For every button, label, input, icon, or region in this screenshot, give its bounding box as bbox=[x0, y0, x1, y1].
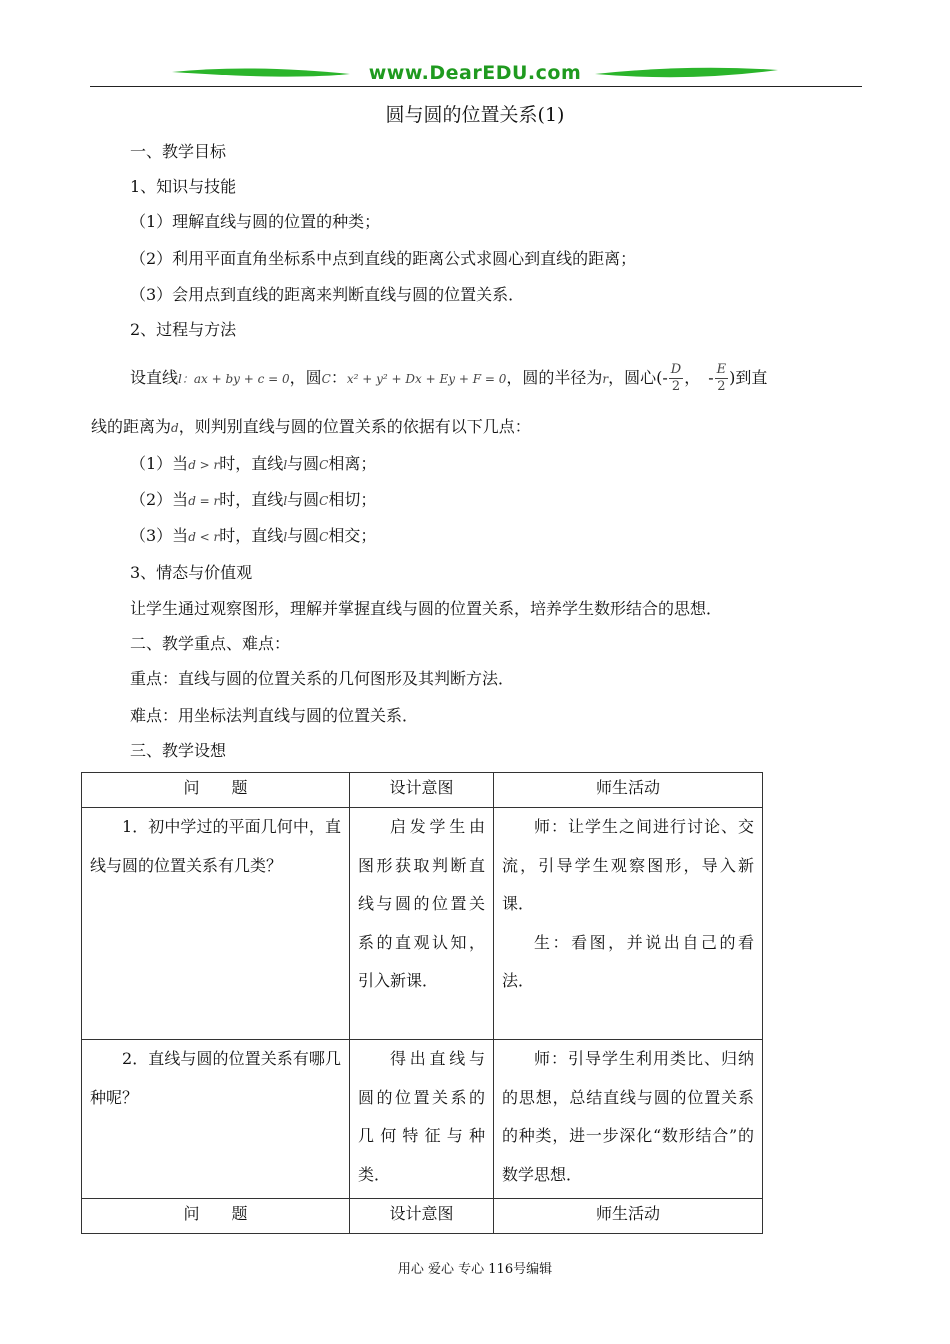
cell-text: 师：让学生之间进行讨论、交流，引导学生观察图形，导入新课． bbox=[502, 817, 754, 913]
cell-text: 2．直线与圆的位置关系有哪几种呢？ bbox=[90, 1049, 341, 1107]
text: (- bbox=[656, 368, 668, 387]
table-row bbox=[82, 1040, 763, 1199]
cell-question bbox=[82, 808, 350, 1040]
section-key-points: 二、教学重点、难点： bbox=[130, 634, 291, 653]
math-l: l bbox=[283, 530, 288, 544]
text: （2）当 bbox=[130, 490, 189, 509]
math-condition: d > r bbox=[188, 458, 220, 472]
formula-paragraph bbox=[130, 358, 767, 399]
knowledge-item-2: （2）利用平面直角坐标系中点到直线的距离公式求圆心到直线的距离； bbox=[130, 249, 637, 268]
subsection-knowledge: 1、知识与技能 bbox=[130, 177, 237, 196]
math-l: l bbox=[178, 372, 182, 386]
text: 与圆 bbox=[287, 526, 320, 545]
text: 相交； bbox=[328, 526, 377, 545]
text: 时，直线 bbox=[219, 526, 284, 545]
math-C: C bbox=[319, 530, 329, 544]
text: 线的距离为 bbox=[91, 417, 172, 436]
formula-paragraph-cont bbox=[91, 416, 531, 439]
subsection-values: 3、情态与价值观 bbox=[130, 563, 253, 582]
fraction-denominator: 2 bbox=[671, 379, 681, 394]
cell-text: 启发学生由图形获取判断直线与圆的位置关系的直观认知，引入新课． bbox=[358, 817, 485, 990]
header-activity: 师生活动 bbox=[494, 1199, 763, 1234]
values-text: 让学生通过观察图形，理解并掌握直线与圆的位置关系，培养学生数形结合的思想． bbox=[130, 599, 723, 618]
text: ， - bbox=[684, 368, 714, 387]
math-C: C bbox=[319, 494, 329, 508]
math-l: l bbox=[283, 494, 288, 508]
math-r: r bbox=[602, 372, 609, 386]
fraction-numerator: D bbox=[670, 362, 682, 377]
text: 相离； bbox=[328, 454, 377, 473]
text: ： bbox=[330, 368, 347, 387]
header-rule bbox=[90, 86, 862, 87]
math-d: d bbox=[171, 421, 179, 435]
key-point: 重点：直线与圆的位置关系的几何图形及其判断方法． bbox=[130, 669, 515, 688]
cell-intent bbox=[350, 1040, 494, 1199]
text: ，圆的半径为 bbox=[506, 368, 603, 387]
cell-text: 师：引导学生利用类比、归纳的思想，总结直线与圆的位置关系的种类，进一步深化“数形结合”的数学思想． bbox=[502, 1049, 754, 1184]
cell-question bbox=[82, 1040, 350, 1199]
table-header-row-repeat bbox=[82, 1199, 763, 1234]
text: ，则判别直线与圆的位置关系的依据有以下几点： bbox=[178, 417, 531, 436]
fraction-E-over-2 bbox=[715, 362, 729, 395]
math-circle-equation: x² + y² + Dx + Ey + F = 0 bbox=[346, 372, 507, 386]
knowledge-item-1: （1）理解直线与圆的位置的种类； bbox=[130, 212, 381, 231]
math-line-equation: ：ax + by + c = 0 bbox=[181, 372, 290, 386]
condition-2 bbox=[130, 489, 376, 512]
cell-intent bbox=[350, 808, 494, 1040]
condition-1 bbox=[130, 453, 376, 476]
math-C: C bbox=[319, 458, 329, 472]
header-intent: 设计意图 bbox=[350, 1199, 494, 1234]
page-footer: 用心 爱心 专心 116号编辑 bbox=[397, 1262, 553, 1277]
section-objectives: 一、教学目标 bbox=[130, 142, 227, 161]
cell-activity bbox=[494, 808, 763, 1040]
condition-3 bbox=[130, 525, 376, 548]
subsection-process: 2、过程与方法 bbox=[130, 320, 237, 339]
difficult-point: 难点：用坐标法判直线与圆的位置关系． bbox=[130, 706, 419, 725]
text: ，圆 bbox=[289, 368, 322, 387]
lesson-plan-table bbox=[81, 772, 763, 1234]
text: （1）当 bbox=[130, 454, 189, 473]
fraction-denominator: 2 bbox=[717, 379, 726, 394]
table-row bbox=[82, 808, 763, 1040]
text: （3）当 bbox=[130, 526, 189, 545]
text: 与圆 bbox=[287, 454, 320, 473]
fraction-numerator: E bbox=[716, 362, 727, 377]
text: 相切； bbox=[328, 490, 377, 509]
text: )到直 bbox=[729, 368, 768, 387]
header-question: 问 题 bbox=[82, 1199, 350, 1234]
text: 与圆 bbox=[287, 490, 320, 509]
cell-activity bbox=[494, 1040, 763, 1199]
table-header-row bbox=[82, 773, 763, 808]
cell-text: 1．初中学过的平面几何中，直线与圆的位置关系有几类？ bbox=[90, 817, 341, 875]
cell-text: 生：看图，并说出自己的看法． bbox=[502, 932, 754, 990]
text: 时，直线 bbox=[219, 490, 284, 509]
text: 设直线 bbox=[130, 368, 179, 387]
site-url: www.DearEDU.com bbox=[368, 62, 582, 84]
page-header bbox=[90, 62, 862, 94]
math-l: l bbox=[283, 458, 288, 472]
math-C: C bbox=[321, 372, 331, 386]
section-design: 三、教学设想 bbox=[130, 741, 227, 760]
site-logo bbox=[170, 62, 780, 88]
text: ，圆心 bbox=[608, 368, 657, 387]
math-condition: d < r bbox=[188, 530, 220, 544]
text: 时，直线 bbox=[219, 454, 284, 473]
page-title: 圆与圆的位置关系(1) bbox=[385, 104, 565, 126]
cell-text: 得出直线与圆的位置关系的几何特征与种类． bbox=[358, 1049, 485, 1184]
math-condition: d = r bbox=[188, 494, 220, 508]
header-activity: 师生活动 bbox=[494, 773, 763, 808]
header-question: 问 题 bbox=[82, 773, 350, 808]
knowledge-item-3: （3）会用点到直线的距离来判断直线与圆的位置关系． bbox=[130, 285, 525, 304]
header-intent: 设计意图 bbox=[350, 773, 494, 808]
fraction-D-over-2 bbox=[669, 362, 683, 395]
